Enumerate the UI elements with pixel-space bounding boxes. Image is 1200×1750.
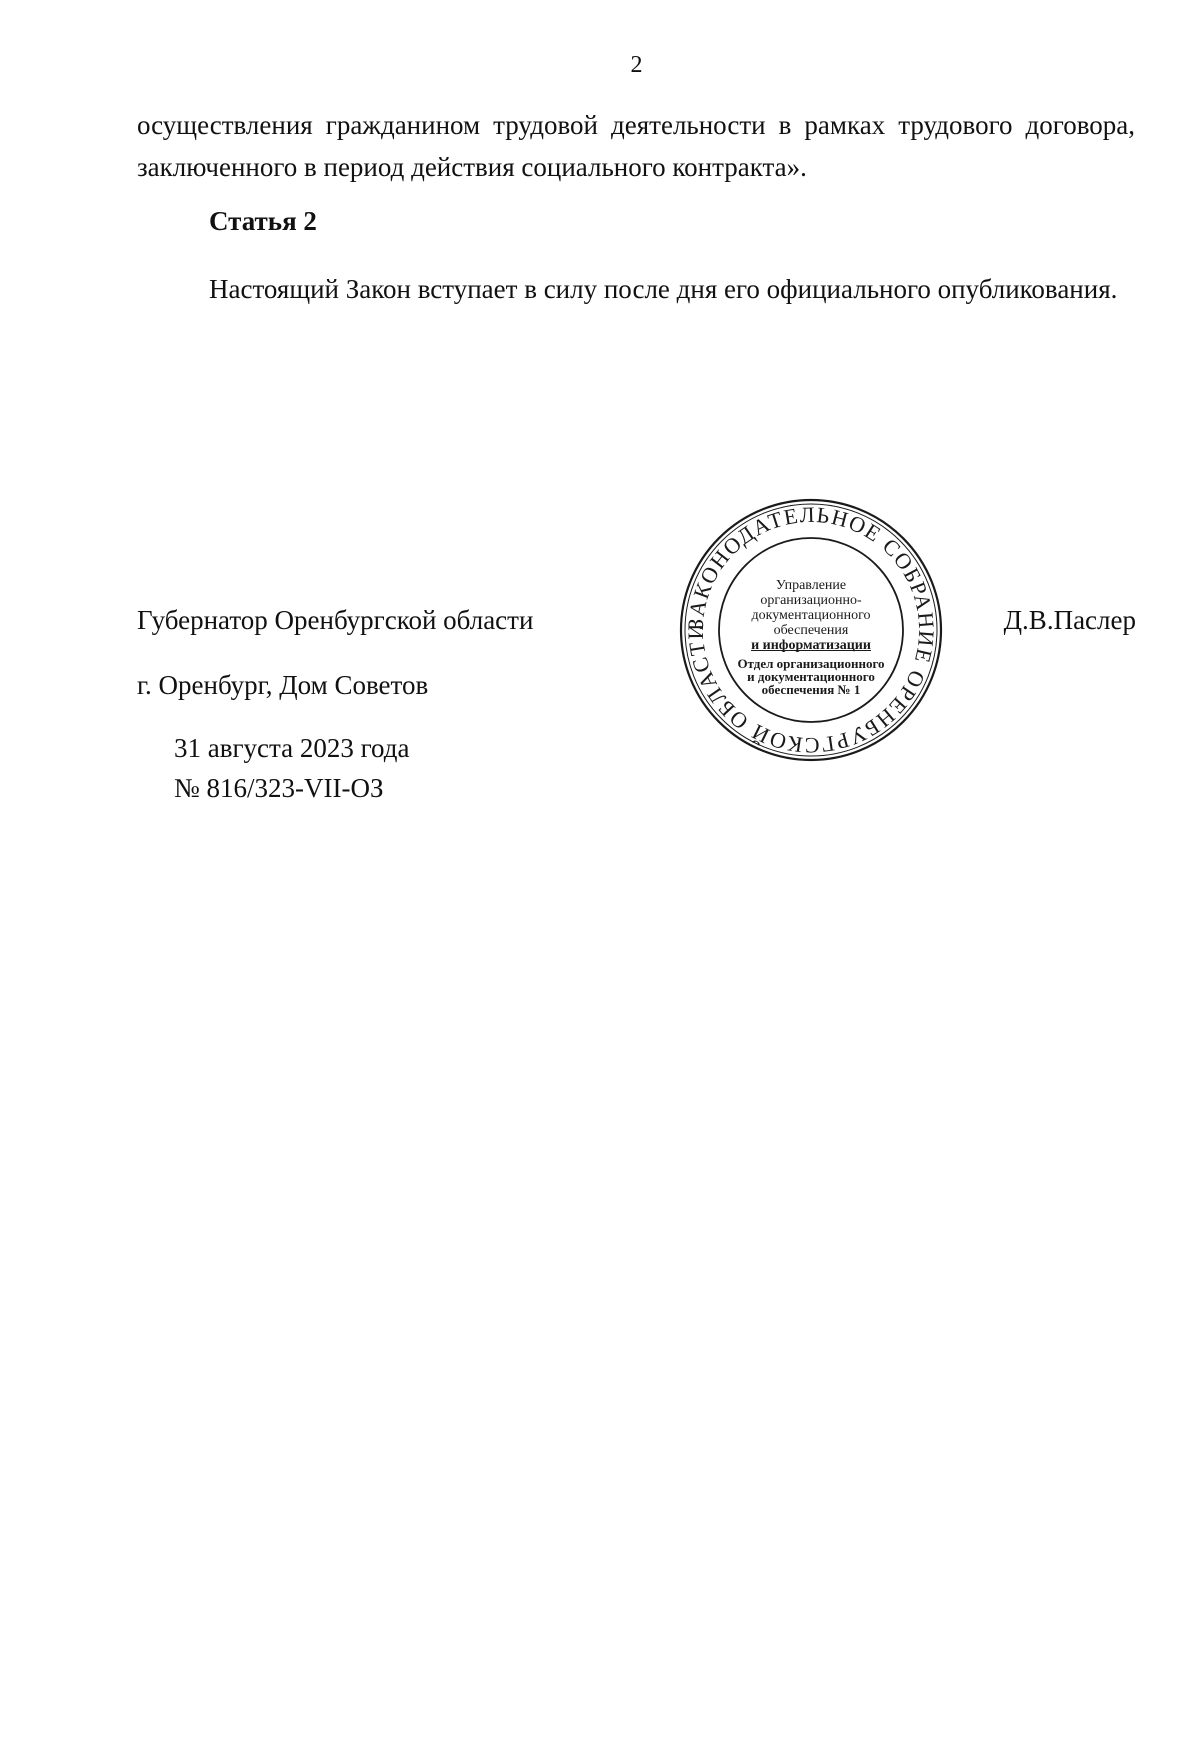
- seal-department-text: Управление организационно- документационного обеспечения и информатизации: [751, 578, 871, 653]
- page-number: 2: [630, 52, 643, 78]
- continuation-paragraph: осуществления гражданином трудовой деятельности в рамках трудового договора, заключенного в период действия социального контракта».: [137, 110, 1135, 182]
- seal-inner-field: [721, 540, 901, 720]
- law-number: № 816/323-VII-ОЗ: [174, 773, 384, 803]
- official-seal-stamp: [676, 495, 946, 765]
- article-text: Настоящий Закон вступает в силу после дня его официального опубликования.: [209, 274, 1118, 304]
- seal-division-text: Отдел организационного и документационного обеспечения № 1: [737, 656, 885, 697]
- signatory-title: Губернатор Оренбургской области: [137, 605, 534, 635]
- seal-ring-text: ЗАКОНОДАТЕЛЬНОЕ СОБРАНИЕ ОРЕНБУРГСКОЙ ОБЛАСТИ: [682, 501, 940, 759]
- article-heading: Статья 2: [209, 206, 317, 236]
- seal-divider: [751, 650, 871, 651]
- signing-place: г. Оренбург, Дом Советов: [137, 670, 429, 700]
- signatory-name: Д.В.Паслер: [1003, 605, 1136, 635]
- signing-date: 31 августа 2023 года: [174, 733, 410, 763]
